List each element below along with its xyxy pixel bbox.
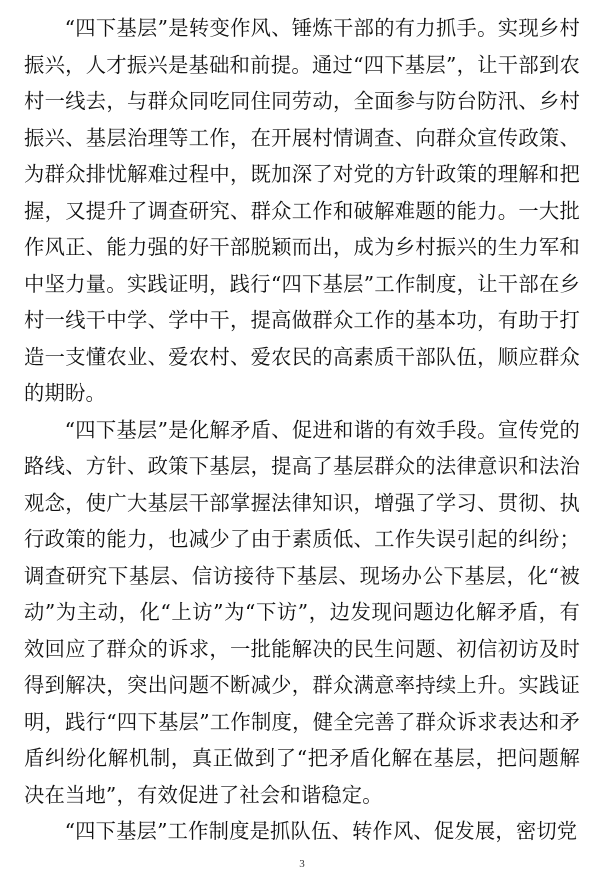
page-number: 3 [299,858,305,870]
paragraph-conflict-resolution: “四下基层”是化解矛盾、促进和谐的有效手段。宣传党的路线、方针、政策下基层，提高了基层群众的法律意识和法治观念，使广大基层干部掌握法律知识，增强了学习、贯彻、执行政策的能力，也减少了由于素质低、工作失误引起的纠纷；调查研究下基层、信访接待下基层、现场办公下基层，化“被动”为主动，化“上访”为“下访”，边发现问题边化解矛盾，有效回应了群众的诉求，一批能解决的民生问题、初信初访及时得到解决，突出问题不断减少，群众满意率持续上升。实践证明，践行“四下基层”工作制度，健全完善了群众诉求表达和矛盾纠纷化解机制，真正做到了“把矛盾化解在基层，把问题解决在当地”，有效促进了社会和谐稳定。 [24,417,580,807]
document-page [24,10,580,850]
paragraph-cadre-training: “四下基层”是转变作风、锤炼干部的有力抓手。实现乡村振兴，人才振兴是基础和前提。通过“四下基层”，让干部到农村一线去，与群众同吃同住同劳动，全面参与防台防汛、乡村振兴、基层治理等工作，在开展村情调查、向群众宣传政策、为群众排忧解难过程中，既加深了对党的方针政策的理解和把握，又提升了调查研究、群众工作和破解难题的能力。一大批作风正、能力强的好干部脱颖而出，成为乡村振兴的生力军和中坚力量。实践证明，践行“四下基层”工作制度，让干部在乡村一线干中学、学中干，提高做群众工作的基本功，有助于打造一支懂农业、爱农村、爱农民的高素质干部队伍，顺应群众的期盼。 [24,16,580,405]
paragraph-work-system: “四下基层”工作制度是抓队伍、转作风、促发展，密切党 [64,819,578,843]
